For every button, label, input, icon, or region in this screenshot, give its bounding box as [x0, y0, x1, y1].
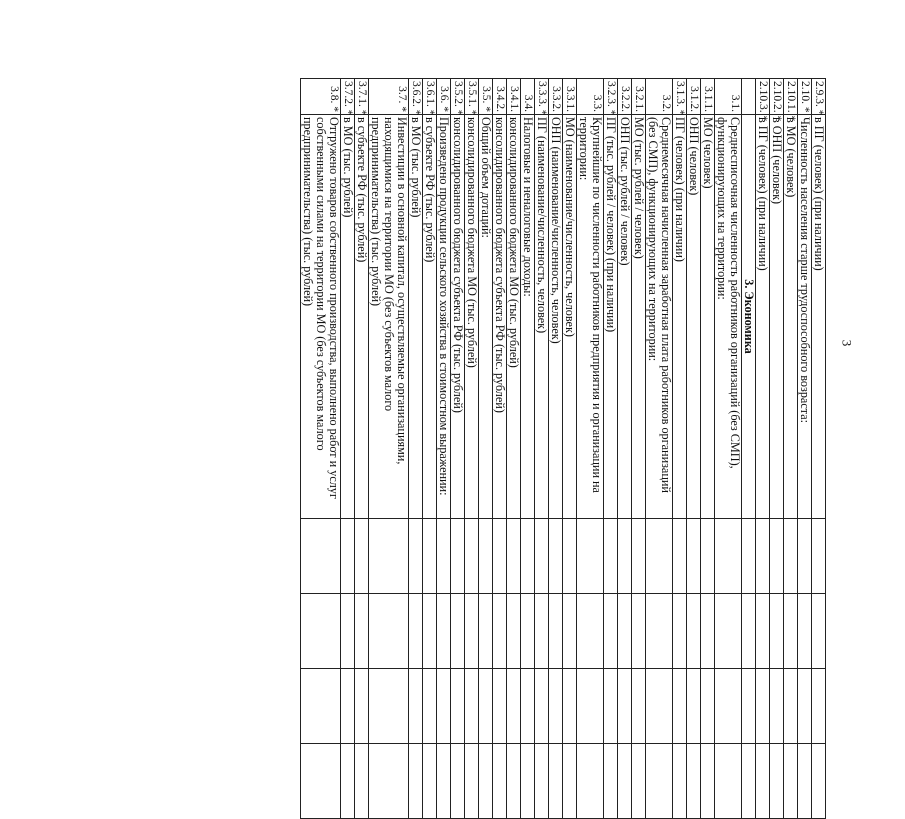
empty-value-cell — [646, 519, 673, 594]
empty-value-cell — [770, 519, 784, 594]
row-number: 3.6.2. * — [409, 79, 423, 115]
row-number: 3.1.1. — [701, 79, 715, 115]
row-number: 2.10.1. * — [784, 79, 798, 115]
empty-value-cell — [423, 744, 437, 819]
empty-value-cell — [465, 519, 479, 594]
row-number: 3.6. * — [437, 79, 451, 115]
empty-value-cell — [784, 669, 798, 744]
row-number: 2.10.3. * — [756, 79, 770, 115]
empty-value-cell — [812, 594, 826, 669]
empty-value-cell — [549, 744, 563, 819]
empty-value-cell — [465, 594, 479, 669]
empty-value-cell — [369, 594, 409, 669]
empty-value-cell — [355, 519, 369, 594]
empty-value-cell — [784, 519, 798, 594]
table-row — [341, 79, 355, 819]
empty-value-cell — [701, 519, 715, 594]
empty-value-cell — [409, 744, 423, 819]
row-description: Среднемесячная начисленная заработная плата работников организаций (без СМП), функционирующих на территории: — [646, 115, 673, 519]
empty-value-cell — [673, 519, 687, 594]
empty-value-cell — [437, 594, 451, 669]
row-number: 3.2.1. — [632, 79, 646, 115]
row-number: 3.2. — [646, 79, 673, 115]
row-description: Численность населения старше трудоспособного возраста: — [798, 115, 812, 519]
empty-value-cell — [355, 594, 369, 669]
empty-value-cell — [437, 744, 451, 819]
empty-value-cell — [437, 519, 451, 594]
empty-value-cell — [646, 594, 673, 669]
empty-value-cell — [507, 669, 521, 744]
empty-value-cell — [493, 594, 507, 669]
row-number: 3.4. — [521, 79, 535, 115]
row-description: консолидированного бюджета субъекта РФ (тыс. рублей) — [493, 115, 507, 519]
empty-value-cell — [618, 594, 632, 669]
empty-value-cell — [479, 744, 493, 819]
row-number: 3.3. — [577, 79, 604, 115]
table-row — [784, 79, 798, 819]
empty-value-cell — [577, 744, 604, 819]
row-description: Среднесписочная численность работников организаций (без СМП), функционирующих на территории: — [715, 115, 742, 519]
empty-value-cell — [701, 744, 715, 819]
row-number: 3.2.2. — [618, 79, 632, 115]
empty-value-cell — [673, 669, 687, 744]
empty-value-cell — [507, 744, 521, 819]
empty-value-cell — [451, 669, 465, 744]
row-description: Налоговые и неналоговые доходы: — [521, 115, 535, 519]
empty-value-cell — [549, 594, 563, 669]
row-number: 3.7.1. * — [355, 79, 369, 115]
empty-value-cell — [784, 744, 798, 819]
empty-value-cell — [409, 669, 423, 744]
empty-value-cell — [784, 594, 798, 669]
empty-value-cell — [341, 519, 355, 594]
empty-value-cell — [687, 594, 701, 669]
row-number: 3.1.2. — [687, 79, 701, 115]
table-row — [701, 79, 715, 819]
empty-value-cell — [812, 744, 826, 819]
empty-value-cell — [618, 744, 632, 819]
row-number: 3.5.1. * — [465, 79, 479, 115]
empty-value-cell — [618, 519, 632, 594]
empty-value-cell — [479, 594, 493, 669]
empty-value-cell — [563, 519, 577, 594]
empty-value-cell — [479, 519, 493, 594]
empty-value-cell — [577, 594, 604, 669]
row-description: в субъекте РФ (тыс. рублей) — [423, 115, 437, 519]
empty-value-cell — [798, 669, 812, 744]
empty-value-cell — [715, 519, 742, 594]
row-description: МО (тыс. рублей / человек) — [632, 115, 646, 519]
row-description: Инвестиции в основной капитал, осуществляемые организациями, находящимися на территории МО (без субъектов малого предпринимательства) (тыс. рублей) — [369, 115, 409, 519]
row-description: в субъекте РФ (тыс. рублей) — [355, 115, 369, 519]
row-description: в МО (тыс. рублей) — [409, 115, 423, 519]
empty-value-cell — [409, 594, 423, 669]
empty-value-cell — [521, 519, 535, 594]
table-row — [756, 79, 770, 819]
row-number: 2.10. * — [798, 79, 812, 115]
empty-value-cell — [507, 594, 521, 669]
empty-value-cell — [812, 519, 826, 594]
empty-value-cell — [770, 594, 784, 669]
empty-value-cell — [423, 669, 437, 744]
empty-value-cell — [701, 669, 715, 744]
table-row — [465, 79, 479, 819]
indicators-table-container — [66, 78, 826, 818]
empty-value-cell — [535, 519, 549, 594]
empty-value-cell — [604, 669, 618, 744]
empty-value-cell — [756, 744, 770, 819]
empty-value-cell — [687, 744, 701, 819]
table-row — [479, 79, 493, 819]
row-description: ПГ (наименование/численность, человек) — [535, 115, 549, 519]
empty-value-cell — [301, 519, 341, 594]
empty-value-cell — [604, 594, 618, 669]
empty-value-cell — [493, 744, 507, 819]
empty-value-cell — [341, 669, 355, 744]
row-description: ОНП (наименование/численность, человек) — [549, 115, 563, 519]
empty-value-cell — [549, 669, 563, 744]
table-row — [369, 79, 409, 819]
empty-value-cell — [715, 669, 742, 744]
row-description: в МО (тыс. рублей) — [341, 115, 355, 519]
empty-value-cell — [423, 594, 437, 669]
row-description: ПГ (человек) (при наличии) — [673, 115, 687, 519]
row-number: 3.5.2. * — [451, 79, 465, 115]
empty-value-cell — [355, 669, 369, 744]
empty-value-cell — [535, 744, 549, 819]
empty-value-cell — [301, 594, 341, 669]
table-row — [715, 79, 742, 819]
empty-value-cell — [646, 669, 673, 744]
empty-value-cell — [451, 744, 465, 819]
empty-value-cell — [369, 519, 409, 594]
empty-value-cell — [577, 669, 604, 744]
empty-value-cell — [756, 519, 770, 594]
empty-value-cell — [577, 519, 604, 594]
empty-value-cell — [632, 669, 646, 744]
table-row — [604, 79, 618, 819]
empty-value-cell — [301, 669, 341, 744]
empty-value-cell — [563, 594, 577, 669]
row-description: МО (наименование/численность, человек) — [563, 115, 577, 519]
row-number: 3.5. * — [479, 79, 493, 115]
empty-value-cell — [369, 669, 409, 744]
empty-value-cell — [493, 519, 507, 594]
empty-value-cell — [715, 594, 742, 669]
row-number: 3.8. * — [301, 79, 341, 115]
empty-value-cell — [437, 669, 451, 744]
empty-value-cell — [632, 744, 646, 819]
table-row — [451, 79, 465, 819]
row-description: Произведено продукции сельского хозяйства в стоимостном выражении: — [437, 115, 451, 519]
empty-value-cell — [618, 669, 632, 744]
empty-value-cell — [812, 669, 826, 744]
table-row — [493, 79, 507, 819]
empty-value-cell — [604, 519, 618, 594]
empty-value-cell — [798, 744, 812, 819]
empty-value-cell — [646, 744, 673, 819]
table-row — [301, 79, 341, 819]
empty-value-cell — [521, 669, 535, 744]
table-row — [618, 79, 632, 819]
table-row — [673, 79, 687, 819]
row-number — [742, 79, 756, 115]
empty-value-cell — [451, 594, 465, 669]
empty-value-cell — [673, 594, 687, 669]
table-row — [437, 79, 451, 819]
row-description: Отгружено товаров собственного производства, выполнено работ и услуг собственными силами на территории МО (без субъектов малого предпринимательства) (тыс. рублей) — [301, 115, 341, 519]
row-description: консолидированного бюджета МО (тыс. рублей) — [465, 115, 479, 519]
empty-value-cell — [687, 519, 701, 594]
empty-value-cell — [701, 594, 715, 669]
table-row — [798, 79, 812, 819]
table-row — [563, 79, 577, 819]
empty-value-cell — [535, 594, 549, 669]
row-number: 3.7. * — [369, 79, 409, 115]
row-number: 3.1. — [715, 79, 742, 115]
table-row — [770, 79, 784, 819]
row-number: 2.9.3. * — [812, 79, 826, 115]
empty-value-cell — [409, 519, 423, 594]
row-description: ОНП (человек) — [687, 115, 701, 519]
row-description: ОНП (тыс. рублей / человек) — [618, 115, 632, 519]
empty-value-cell — [687, 669, 701, 744]
row-description: консолидированного бюджета МО (тыс. рублей) — [507, 115, 521, 519]
row-number: 3.1.3. * — [673, 79, 687, 115]
empty-value-cell — [632, 594, 646, 669]
table-row — [355, 79, 369, 819]
empty-value-cell — [521, 744, 535, 819]
empty-value-cell — [604, 744, 618, 819]
table-row — [409, 79, 423, 819]
table-row — [687, 79, 701, 819]
row-description: Крупнейшие по численности работников предприятия и организации на территории: — [577, 115, 604, 519]
empty-value-cell — [549, 519, 563, 594]
empty-value-cell — [355, 744, 369, 819]
row-number: 3.6.1. * — [423, 79, 437, 115]
empty-value-cell — [479, 669, 493, 744]
table-row — [521, 79, 535, 819]
empty-value-cell — [369, 744, 409, 819]
empty-value-cell — [341, 744, 355, 819]
row-description: ПГ (тыс. рублей / человек) (при наличии) — [604, 115, 618, 519]
table-row — [812, 79, 826, 819]
empty-value-cell — [521, 594, 535, 669]
table-row — [535, 79, 549, 819]
empty-value-cell — [756, 669, 770, 744]
row-number: 3.4.2. — [493, 79, 507, 115]
row-number: 3.7.2. * — [341, 79, 355, 115]
row-description: Общий объем дотаций: — [479, 115, 493, 519]
empty-value-cell — [535, 669, 549, 744]
row-number: 3.4.1. — [507, 79, 521, 115]
empty-value-cell — [742, 594, 756, 669]
row-number: 2.10.2. * — [770, 79, 784, 115]
indicators-table-body — [301, 79, 826, 819]
empty-value-cell — [798, 519, 812, 594]
empty-value-cell — [715, 744, 742, 819]
table-row — [423, 79, 437, 819]
empty-value-cell — [493, 669, 507, 744]
row-number: 3.3.2. — [549, 79, 563, 115]
table-row — [632, 79, 646, 819]
row-number: 3.3.1. — [563, 79, 577, 115]
row-description: в МО (человек) — [784, 115, 798, 519]
indicators-table — [300, 78, 826, 819]
empty-value-cell — [301, 744, 341, 819]
table-row — [507, 79, 521, 819]
empty-value-cell — [507, 519, 521, 594]
empty-value-cell — [423, 519, 437, 594]
empty-value-cell — [465, 744, 479, 819]
section-heading: 3. Экономика — [742, 115, 756, 519]
empty-value-cell — [742, 744, 756, 819]
table-row — [549, 79, 563, 819]
table-row — [577, 79, 604, 819]
row-description: консолидированного бюджета субъекта РФ (тыс. рублей) — [451, 115, 465, 519]
page-number: 3 — [839, 339, 855, 347]
section-heading-row — [742, 79, 756, 819]
row-description: в ПГ (человек) (при наличии) — [756, 115, 770, 519]
table-row — [646, 79, 673, 819]
empty-value-cell — [756, 594, 770, 669]
row-description: в ОНП (человек) — [770, 115, 784, 519]
empty-value-cell — [673, 744, 687, 819]
empty-value-cell — [563, 669, 577, 744]
empty-value-cell — [742, 519, 756, 594]
row-description: МО (человек) — [701, 115, 715, 519]
empty-value-cell — [563, 744, 577, 819]
empty-value-cell — [770, 744, 784, 819]
empty-value-cell — [465, 669, 479, 744]
empty-value-cell — [770, 669, 784, 744]
empty-value-cell — [451, 519, 465, 594]
empty-value-cell — [632, 519, 646, 594]
empty-value-cell — [798, 594, 812, 669]
row-description: в ПГ (человек) (при наличии) — [812, 115, 826, 519]
row-number: 3.3.3. * — [535, 79, 549, 115]
row-number: 3.2.3. * — [604, 79, 618, 115]
empty-value-cell — [341, 594, 355, 669]
empty-value-cell — [742, 669, 756, 744]
